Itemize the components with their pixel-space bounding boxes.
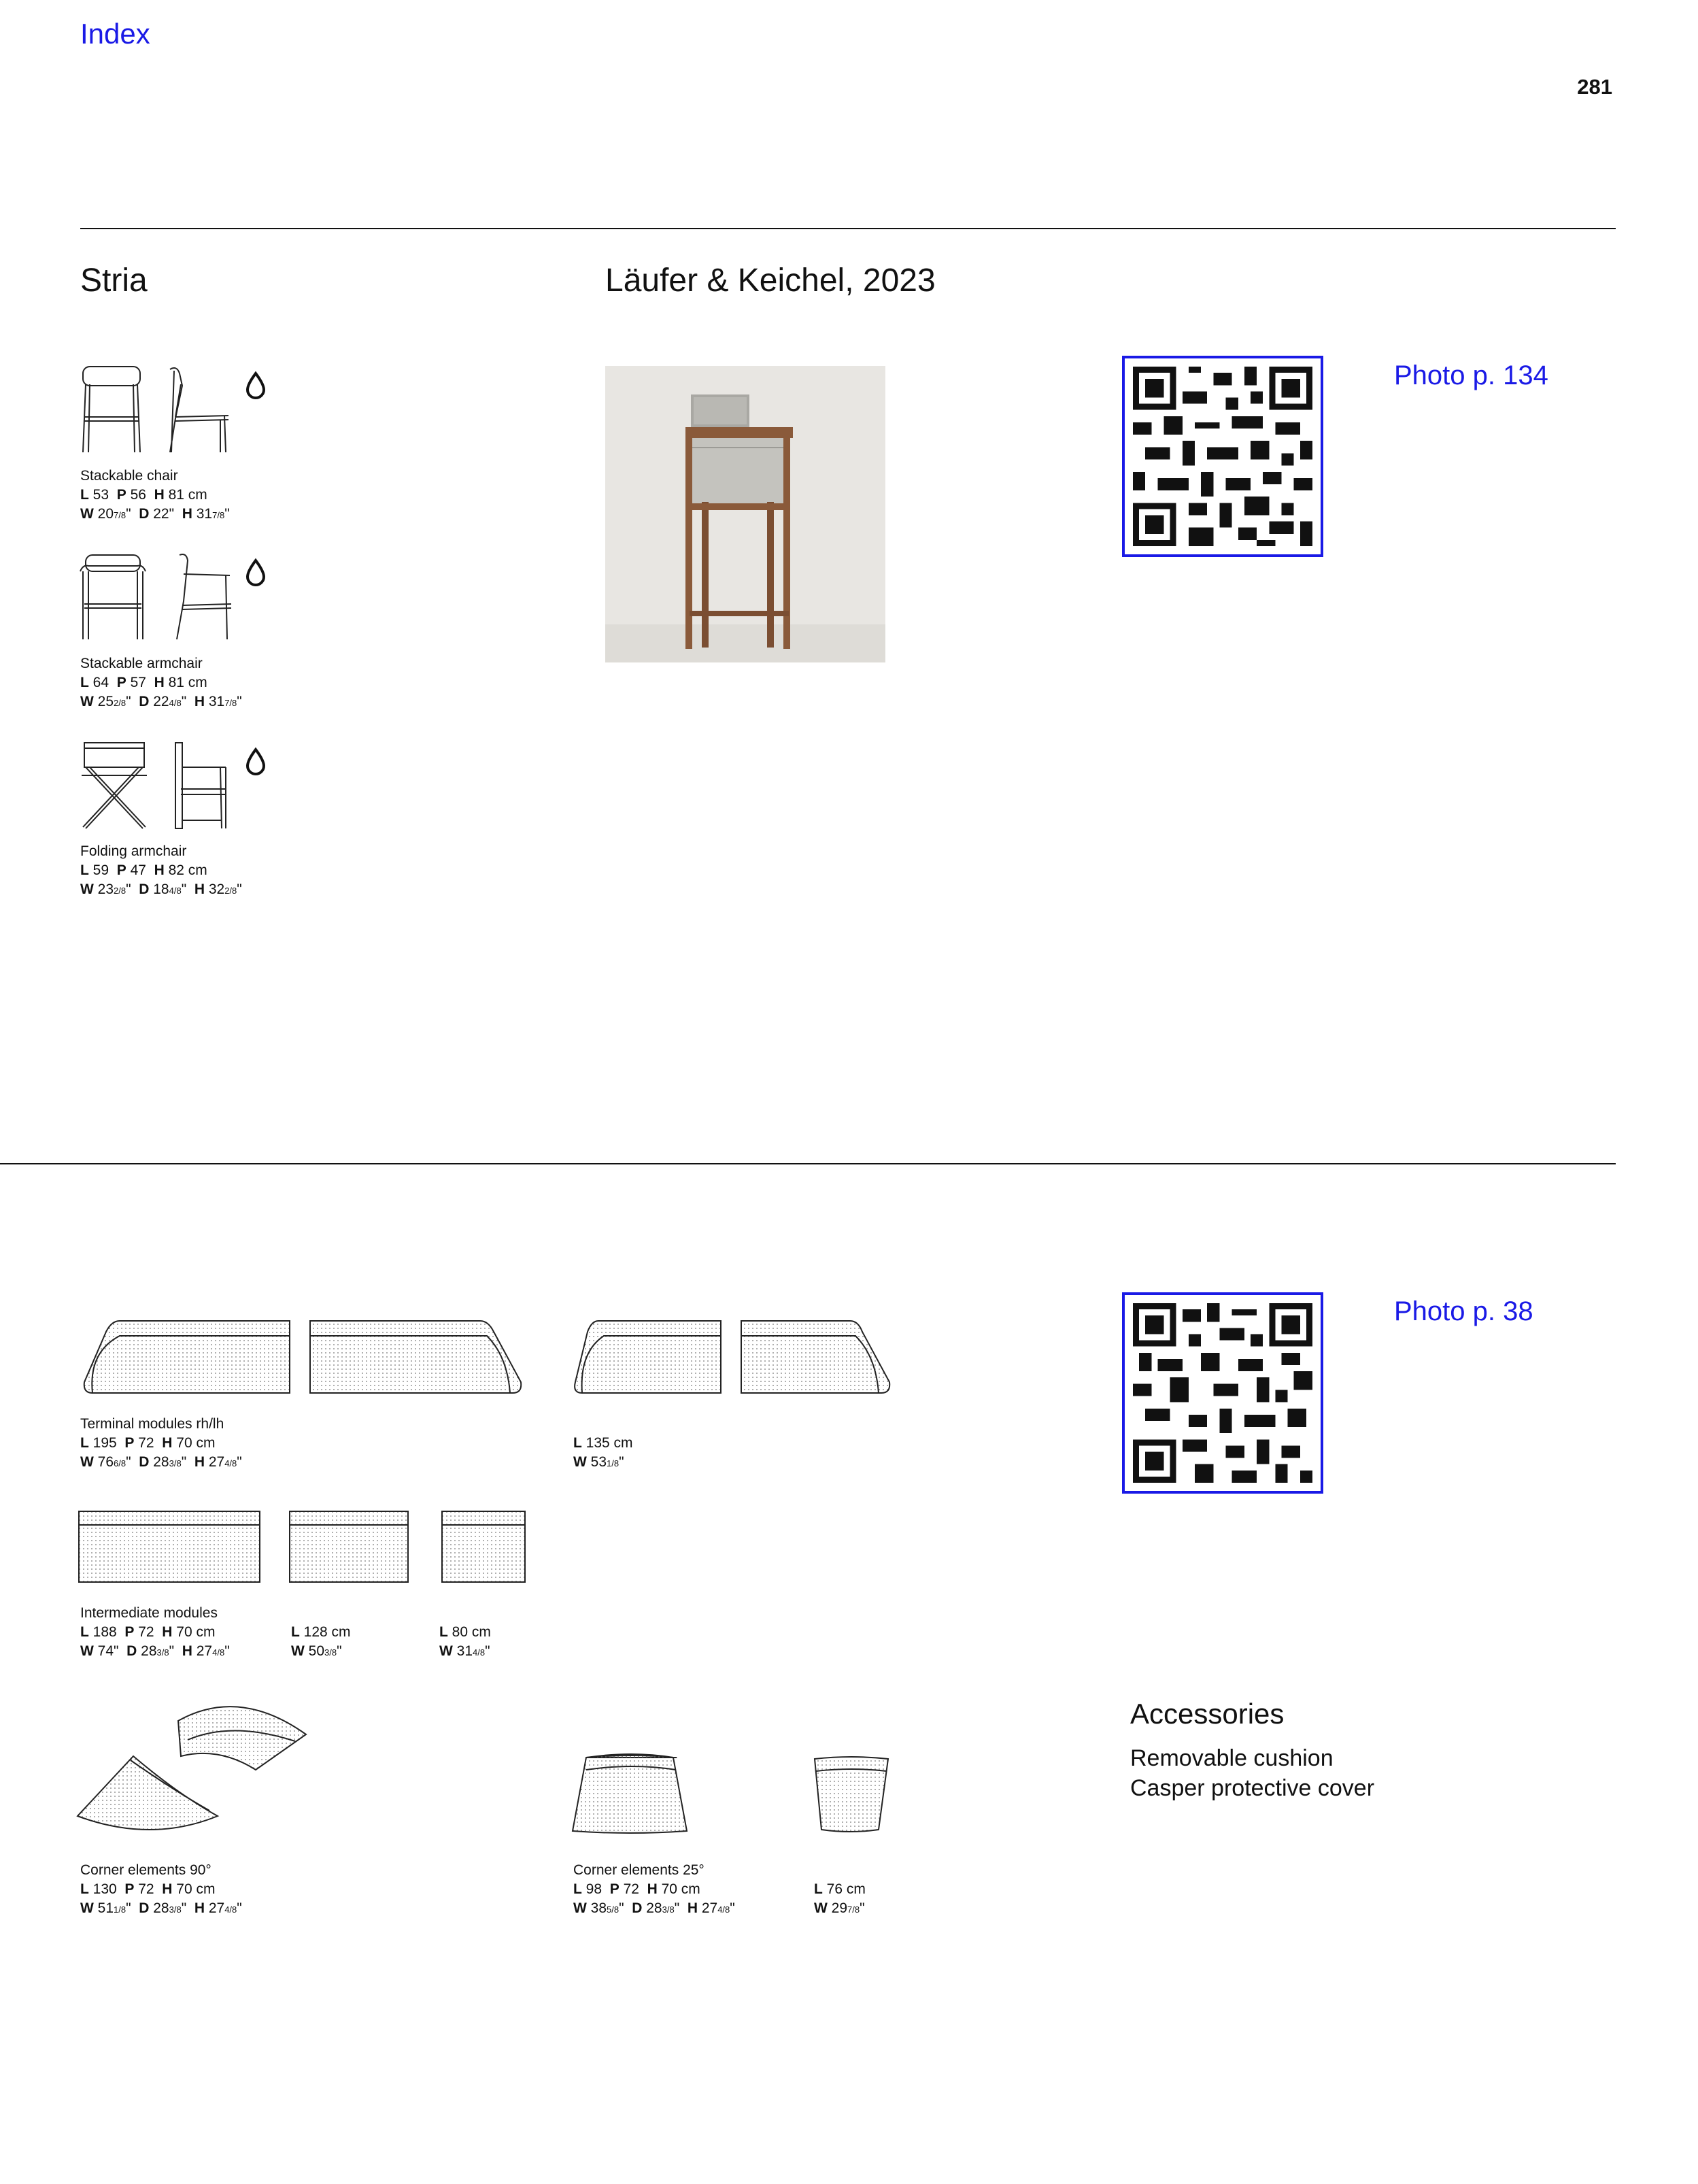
stackable-armchair-drawing [80,551,271,643]
water-drop-icon [248,750,264,774]
chair-spec-3: Folding armchair L 59 P 47 H 82 cm W 232/8" D 184/8" H 322/8" [80,843,242,897]
intermediate-modules-spec: Intermediate modules L 188 P 72 H 70 cm W 74" D 283/8" H 274/8" [80,1605,230,1659]
qr-code-top[interactable] [1122,356,1323,557]
index-link[interactable]: Index [80,18,150,50]
stackable-chair-drawing [80,364,271,456]
accessory-item: Removable cushion [1130,1745,1334,1771]
terminal-modules-spec: Terminal modules rh/lh L 195 P 72 H 70 cm W 766/8" D 283/8" H 274/8" [80,1416,242,1470]
qr-code-icon [1133,367,1312,546]
accessories-title: Accessories [1130,1698,1285,1730]
qr-code-bottom[interactable] [1122,1292,1323,1494]
corner-25-small-spec: L 76 cm W 297/8" [814,1881,866,1916]
intermediate-mid-spec: L 128 cm W 503/8" [291,1624,351,1659]
designer-credit: Läufer & Keichel, 2023 [605,263,936,299]
top-divider [80,228,1616,229]
chair-name: Stackable chair [80,468,178,484]
photo-link-top[interactable]: Photo p. 134 [1394,360,1548,390]
terminal-modules-small-spec: L 135 cm W 531/8" [573,1435,633,1470]
chair-name: Folding armchair [80,843,187,859]
chair-spec-2: Stackable armchair L 64 P 57 H 81 cm W 252/8" D 224/8" H 317/8" [80,656,242,709]
water-drop-icon [248,560,264,585]
page-number: 281 [1577,75,1612,99]
terminal-modules-small-drawing [571,1318,898,1400]
intermediate-small-spec: L 80 cm W 314/8" [439,1624,491,1659]
folding-armchair-drawing [80,740,271,832]
intermediate-modules-drawing [78,1510,533,1585]
middle-divider [0,1163,1616,1164]
chair-name: Stackable armchair [80,656,203,671]
corner-90-drawing [76,1700,314,1836]
corner-25-spec: Corner elements 25° L 98 P 72 H 70 cm W 385/8" D 283/8" H 274/8" [573,1862,735,1916]
product-photo [605,366,885,662]
chair-spec-1: Stackable chair L 53 P 56 H 81 cm W 207/8" D 22" H 317/8" [80,468,230,522]
accessory-item: Casper protective cover [1130,1775,1375,1801]
product-name: Stria [80,263,148,299]
corner-90-spec: Corner elements 90° L 130 P 72 H 70 cm W 511/8" D 283/8" H 274/8" [80,1862,242,1916]
water-drop-icon [248,373,264,398]
qr-code-icon [1133,1303,1312,1483]
corner-25-drawing [571,1755,898,1836]
terminal-modules-drawing [79,1318,528,1400]
photo-link-bottom[interactable]: Photo p. 38 [1394,1296,1533,1326]
